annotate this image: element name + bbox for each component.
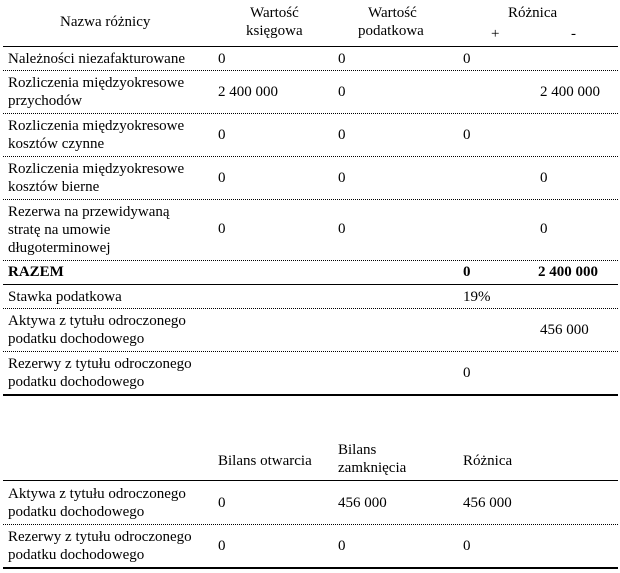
header-book-value-line1: Wartość: [250, 5, 299, 21]
reserve-label-line2: podatku dochodowego: [8, 374, 145, 390]
row-label-line2: kosztów czynne: [8, 136, 105, 152]
row-tax-value: 0: [338, 51, 346, 67]
table1-bottom-border: [3, 394, 618, 396]
row-book-value: 0: [218, 127, 226, 143]
total-divider: [3, 284, 618, 285]
row-difference-minus: 0: [540, 221, 548, 237]
row-label-line2: podatku dochodowego: [8, 547, 145, 563]
asset-value: 456 000: [540, 322, 589, 338]
header-book-value-line2: księgowa: [246, 23, 303, 39]
row-label-line1: Rozliczenia międzyokresowe: [8, 118, 185, 134]
header-tax-value-line2: podatkowa: [358, 23, 424, 39]
total-plus: 0: [463, 264, 471, 280]
row-difference: 0: [463, 538, 471, 554]
reserve-value: 0: [463, 365, 471, 381]
table2-header-divider: [3, 480, 618, 481]
row-difference: 456 000: [463, 495, 512, 511]
row-tax-value: 0: [338, 127, 346, 143]
header-closing-balance-line2: zamknięcia: [338, 460, 407, 476]
row-label-line1: Rozliczenia międzyokresowe: [8, 161, 185, 177]
header-difference-name: Nazwa różnicy: [60, 14, 151, 30]
row-tax-value: 0: [338, 170, 346, 186]
row-tax-value: 0: [338, 84, 346, 100]
row-divider: [3, 308, 618, 309]
total-label: RAZEM: [8, 264, 64, 280]
row-label-line2: przychodów: [8, 93, 83, 109]
row-closing-balance: 0: [338, 538, 346, 554]
row-book-value: 2 400 000: [218, 84, 278, 100]
row-divider: [3, 156, 618, 157]
row-label-line1: Rozliczenia międzyokresowe: [8, 75, 185, 91]
row-opening-balance: 0: [218, 495, 226, 511]
header-tax-value-line1: Wartość: [368, 5, 417, 21]
row-book-value: 0: [218, 51, 226, 67]
row-tax-value: 0: [338, 221, 346, 237]
row-divider: [3, 199, 618, 200]
row-difference-plus: 0: [463, 127, 471, 143]
row-closing-balance: 456 000: [338, 495, 387, 511]
row-label-line1: Rezerwy z tytułu odroczonego: [8, 529, 192, 545]
header-plus: +: [491, 26, 500, 42]
row-opening-balance: 0: [218, 538, 226, 554]
reserve-label-line1: Rezerwy z tytułu odroczonego: [8, 356, 192, 372]
row-divider: [3, 524, 618, 525]
row-book-value: 0: [218, 221, 226, 237]
table2-bottom-border: [3, 567, 618, 569]
row-label-line2: podatku dochodowego: [8, 504, 145, 520]
header-difference: Różnica: [508, 5, 558, 21]
row-difference-minus: 2 400 000: [540, 84, 600, 100]
row-label-line1: Rezerwa na przewidywaną: [8, 204, 170, 220]
header-difference: Różnica: [463, 453, 513, 469]
row-divider: [3, 260, 618, 261]
row-label: Należności niezafakturowane: [8, 51, 185, 67]
row-difference-plus: 0: [463, 51, 471, 67]
row-label-line3: długoterminowej: [8, 240, 111, 256]
total-minus: 2 400 000: [538, 264, 598, 280]
row-divider: [3, 70, 618, 71]
asset-label-line2: podatku dochodowego: [8, 331, 145, 347]
row-label-line2: stratę na umowie: [8, 222, 111, 238]
row-divider: [3, 113, 618, 114]
header-minus: -: [571, 26, 576, 42]
row-label-line1: Aktywa z tytułu odroczonego: [8, 486, 186, 502]
asset-label-line1: Aktywa z tytułu odroczonego: [8, 313, 186, 329]
header-divider: [3, 46, 618, 47]
row-difference-minus: 0: [540, 170, 548, 186]
tax-rate-value: 19%: [463, 289, 491, 305]
tax-rate-label: Stawka podatkowa: [8, 289, 122, 305]
row-label-line2: kosztów bierne: [8, 179, 100, 195]
header-opening-balance: Bilans otwarcia: [218, 453, 312, 469]
row-book-value: 0: [218, 170, 226, 186]
row-divider: [3, 351, 618, 352]
header-closing-balance-line1: Bilans: [338, 442, 377, 458]
